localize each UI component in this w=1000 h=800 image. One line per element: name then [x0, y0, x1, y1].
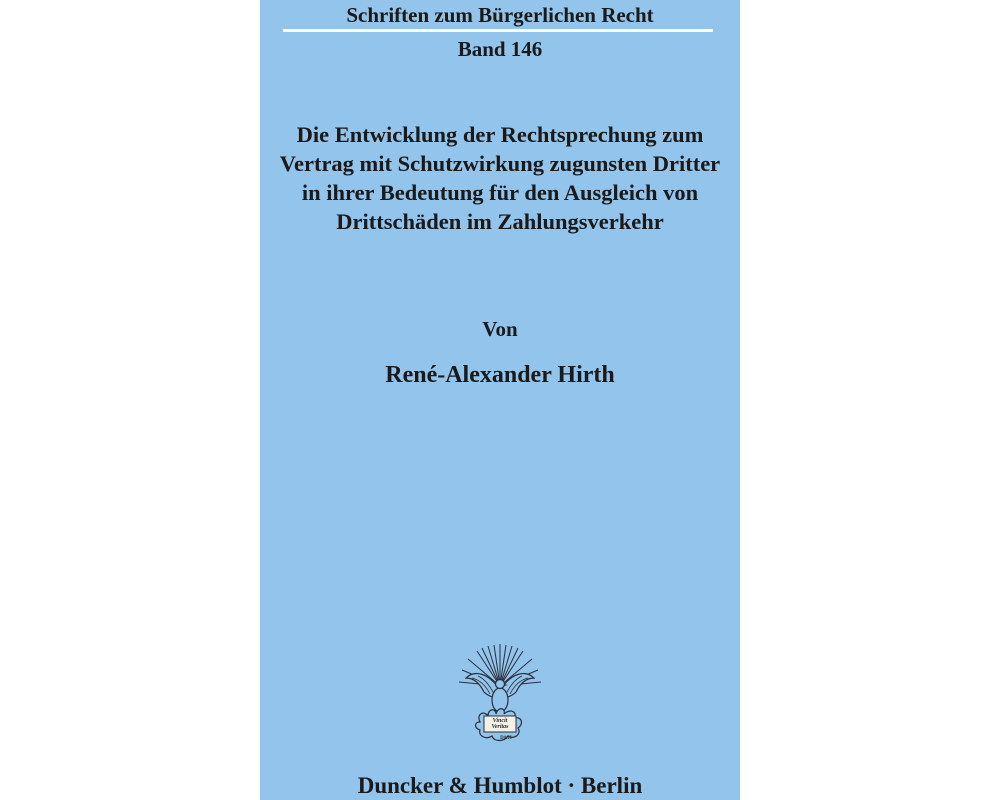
author-name: René-Alexander Hirth [385, 362, 615, 388]
publisher-imprint: Duncker & Humblot · Berlin [357, 773, 643, 798]
title-line: in ihrer Bedeutung für den Ausgleich von [301, 180, 699, 205]
title-line: Die Entwicklung der Rechtsprechung zum [296, 122, 704, 147]
by-label: Von [482, 317, 518, 341]
volume-number: Band 146 [457, 37, 543, 61]
title-line: Vertrag mit Schutzwirkung zugunsten Dritter [279, 151, 721, 176]
book-title [260, 120, 740, 236]
series-divider [283, 29, 713, 32]
book-cover [260, 0, 740, 800]
phoenix-emblem-icon [458, 642, 542, 744]
title-line: Drittschäden im Zahlungsverkehr [336, 209, 664, 234]
emblem-text-line: Veritas [491, 724, 509, 730]
emblem-text-line: Vincit [492, 718, 508, 724]
emblem-text-line: D&H [500, 736, 512, 741]
series-title: Schriften zum Bürgerlichen Recht [346, 3, 654, 27]
